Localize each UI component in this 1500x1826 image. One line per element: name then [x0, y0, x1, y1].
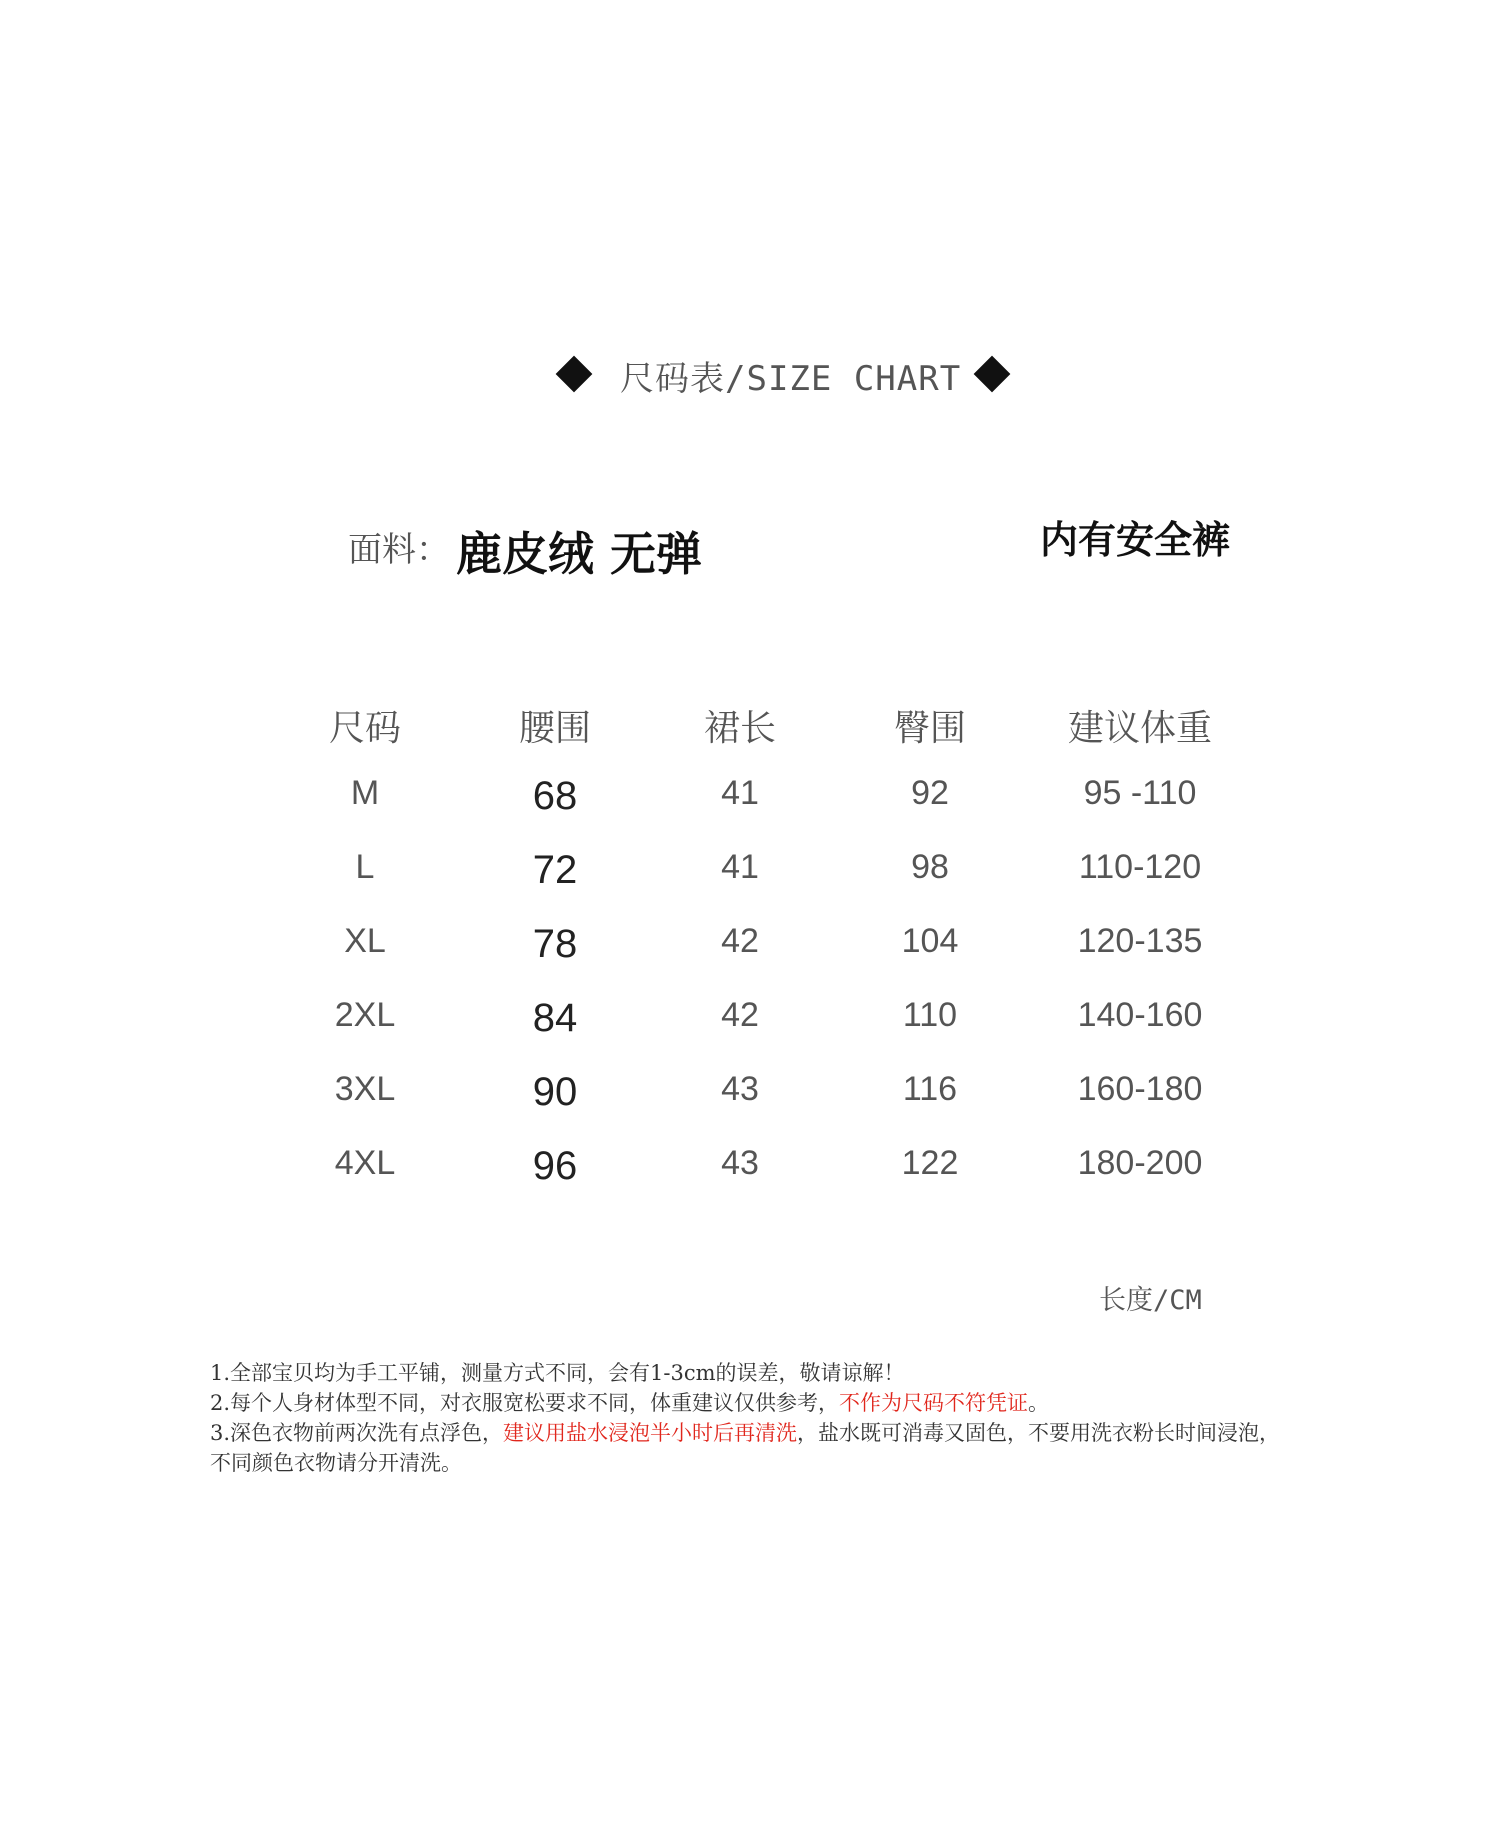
note-3-warning: 建议用盐水浸泡半小时后再清洗	[503, 1421, 798, 1445]
waist-cell: 78	[532, 922, 578, 966]
waist-cell: 96	[532, 1144, 578, 1188]
table-header	[280, 700, 1240, 774]
hip-cell: 92	[911, 774, 949, 812]
table-row	[280, 1144, 1240, 1218]
hip-cell: 116	[902, 1070, 958, 1108]
length-cell: 43	[721, 1070, 759, 1108]
waist-cell: 72	[532, 848, 578, 892]
waist-cell: 84	[532, 996, 578, 1040]
length-cell: 42	[721, 996, 759, 1034]
table-row	[280, 774, 1240, 848]
unit-note: 长度/CM	[1099, 1285, 1202, 1316]
fabric-label: 面料：	[348, 530, 450, 570]
waist-cell: 68	[532, 774, 578, 818]
chart-title: 尺码表/SIZE CHART	[620, 359, 962, 399]
size-cell: XL	[344, 922, 386, 960]
note-1	[210, 1358, 1290, 1388]
size-cell: 3XL	[334, 1070, 396, 1108]
note-2-text: 2.每个人身材体型不同，对衣服宽松要求不同，体重建议仅供参考，	[210, 1391, 840, 1415]
length-cell: 43	[721, 1144, 759, 1182]
table-row	[280, 1070, 1240, 1144]
note-3-text: 3.深色衣物前两次洗有点浮色，	[210, 1421, 504, 1445]
note-3-end: ，盐水既可消毒又固色，不要用洗衣粉长时间浸泡，不同颜色衣物请分开清洗。	[210, 1421, 1281, 1475]
size-cell: M	[350, 774, 380, 812]
hip-cell: 98	[911, 848, 949, 886]
weight-cell: 180-200	[1077, 1144, 1203, 1182]
diamond-icon	[974, 356, 1011, 393]
size-cell: 4XL	[334, 1144, 396, 1182]
note-2	[210, 1388, 1290, 1418]
weight-cell: 140-160	[1077, 996, 1203, 1034]
fabric-value: 鹿皮绒 无弹	[456, 527, 703, 581]
safety-shorts-note: 内有安全裤	[1040, 518, 1231, 562]
hip-cell: 104	[901, 922, 959, 960]
length-cell: 41	[721, 774, 759, 812]
length-cell: 42	[721, 922, 759, 960]
header-size: 尺码	[328, 708, 401, 749]
table-row	[280, 996, 1240, 1070]
header-waist: 腰围	[518, 708, 591, 749]
note-3	[210, 1418, 1290, 1478]
note-2-end: 。	[1028, 1391, 1050, 1415]
note-1-text: 1.全部宝贝均为手工平铺，测量方式不同，会有1-3cm的误差，敬请谅解！	[210, 1361, 905, 1385]
header-skirt-length: 裙长	[703, 708, 776, 749]
length-cell: 41	[721, 848, 759, 886]
hip-cell: 122	[901, 1144, 959, 1182]
size-cell: L	[355, 848, 375, 886]
weight-cell: 120-135	[1077, 922, 1203, 960]
diamond-icon	[556, 356, 593, 393]
weight-cell: 110-120	[1078, 848, 1202, 886]
size-table	[280, 700, 1240, 1218]
header-hip: 臀围	[893, 708, 966, 749]
table-row	[280, 848, 1240, 922]
chart-title-row	[0, 345, 1500, 405]
weight-cell: 160-180	[1077, 1070, 1203, 1108]
header-suggested-weight: 建议体重	[1067, 708, 1212, 749]
table-row	[280, 922, 1240, 996]
waist-cell: 90	[532, 1070, 578, 1114]
note-2-warning: 不作为尺码不符凭证	[839, 1391, 1029, 1415]
hip-cell: 110	[902, 996, 958, 1034]
size-cell: 2XL	[334, 996, 396, 1034]
care-notes	[210, 1358, 1290, 1478]
weight-cell: 95 -110	[1083, 774, 1197, 812]
